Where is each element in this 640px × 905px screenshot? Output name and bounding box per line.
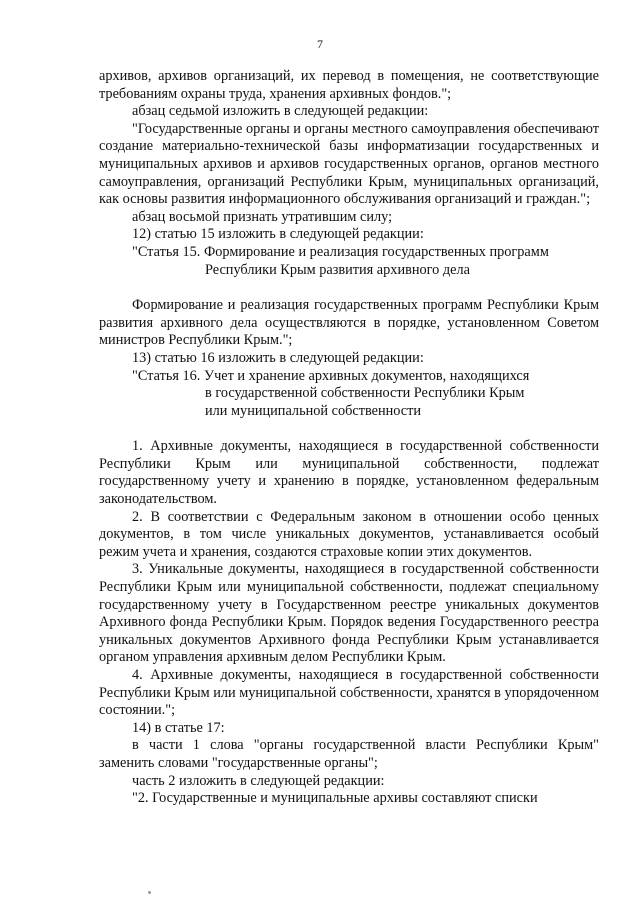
paragraph: 4. Архивные документы, находящиеся в государственной собственности Республики Крым или муниципальной собственности, хранятся в упорядоченном состоянии."; bbox=[99, 667, 599, 719]
article-15-heading: "Статья 15. Формирование и реализация государственных программ bbox=[132, 243, 549, 260]
article-16-heading-continuation: в государственной собственности Республики Крым bbox=[205, 385, 525, 402]
scan-speck bbox=[148, 891, 151, 894]
paragraph: в части 1 слова "органы государственной власти Республики Крым" заменить словами "государственные органы"; bbox=[99, 737, 599, 771]
paragraph: 2. В соответствии с Федеральным законом в отношении особо ценных документов, в том числе уникальных документов, устанавливается особый режим учета и хранения, создаются страховые копии этих документов. bbox=[99, 508, 599, 560]
paragraph: "Государственные органы и органы местного самоуправления обеспечивают создание материально-технической базы информатизации государственных и муниципальных архивов и архивов государственных органов, органов местного самоуправления, организаций Республики Крым, муниципальных организаций, как основы развития информационного обслуживания организаций и граждан."; bbox=[99, 120, 599, 208]
article-15-heading-continuation: Республики Крым развития архивного дела bbox=[205, 261, 470, 278]
paragraph: Формирование и реализация государственных программ Республики Крым развития архивного дела осуществляются в порядке, установленном Советом министров Республики Крым."; bbox=[99, 297, 599, 349]
paragraph: 1. Архивные документы, находящиеся в государственной собственности Республики Крым или муниципальной собственности, подлежат государственному учету и хранению в порядке, установленном федеральным законодательством. bbox=[99, 438, 599, 508]
paragraph: абзац восьмой признать утратившим силу; bbox=[132, 208, 393, 225]
article-16-heading: "Статья 16. Учет и хранение архивных документов, находящихся bbox=[132, 367, 530, 384]
paragraph: 3. Уникальные документы, находящиеся в государственной собственности Республики Крым или муниципальной собственности, подлежат специальному государственному учету в Государственном реестре уникальных документов Архивного фонда Республики Крым. Порядок ведения Государственного реестра уникальных документов Архивного фонда Республики Крым устанавливается органом управления архивным делом Республики Крым. bbox=[99, 561, 599, 666]
page-number: 7 bbox=[317, 37, 323, 51]
paragraph: часть 2 изложить в следующей редакции: bbox=[132, 772, 385, 789]
paragraph: архивов, архивов организаций, их перевод в помещения, не соответствующие требованиям охраны труда, хранения архивных фондов."; bbox=[99, 68, 599, 102]
document-body bbox=[99, 68, 599, 808]
paragraph: абзац седьмой изложить в следующей редакции: bbox=[132, 103, 429, 120]
paragraph: 14) в статье 17: bbox=[132, 719, 225, 736]
paragraph: "2. Государственные и муниципальные архивы составляют списки bbox=[132, 790, 538, 807]
spacer bbox=[99, 420, 599, 438]
paragraph: 12) статью 15 изложить в следующей редакции: bbox=[132, 226, 424, 243]
spacer bbox=[99, 279, 599, 297]
paragraph: 13) статью 16 изложить в следующей редакции: bbox=[132, 349, 424, 366]
article-16-heading-continuation: или муниципальной собственности bbox=[205, 402, 422, 419]
